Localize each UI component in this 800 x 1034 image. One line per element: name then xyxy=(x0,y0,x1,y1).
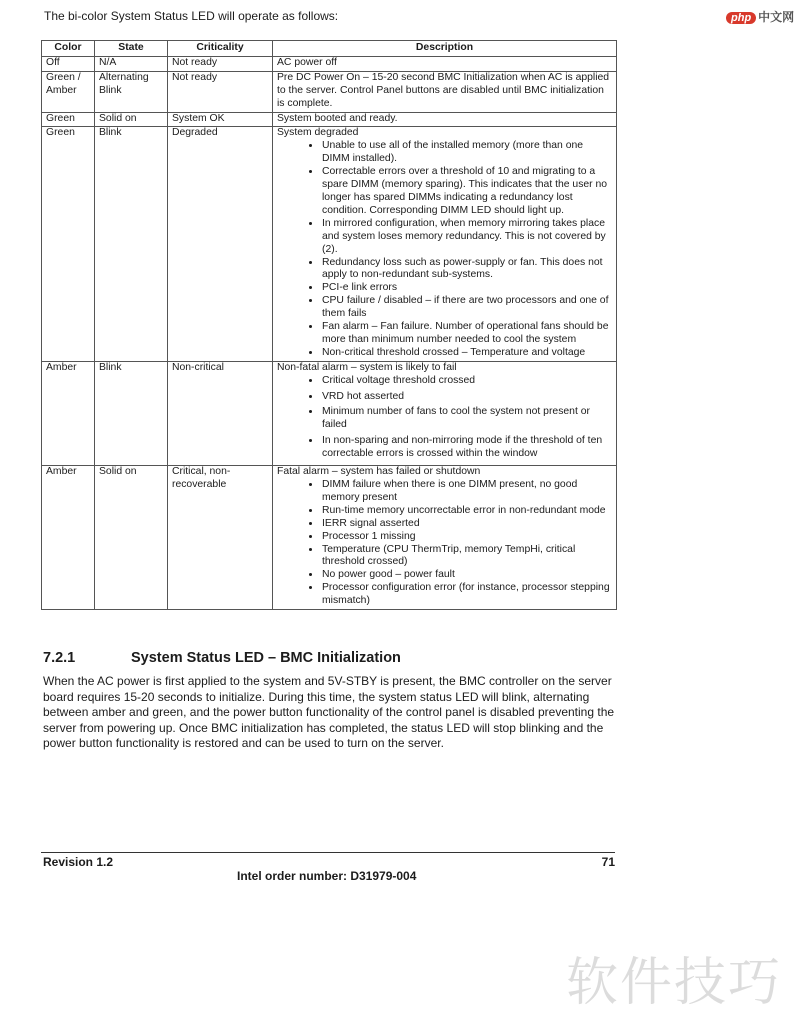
description-text: System degraded xyxy=(277,127,359,139)
cell-criticality: Critical, non-recoverable xyxy=(168,466,273,610)
cell-description xyxy=(273,112,617,127)
cell-state: Solid on xyxy=(95,466,168,610)
footer-page-number: 71 xyxy=(601,855,615,869)
list-item: • Non-critical threshold crossed – Temperature and voltage xyxy=(321,347,612,360)
watermark: 软件技巧 xyxy=(566,953,783,1013)
cell-criticality: Not ready xyxy=(168,56,273,71)
table-header-row xyxy=(42,41,617,57)
list-item: • DIMM failure when there is one DIMM present, no good memory present xyxy=(321,479,612,505)
description-text: Non-fatal alarm – system is likely to fail xyxy=(277,361,457,373)
cell-state: Solid on xyxy=(95,112,168,127)
list-item: • Processor configuration error (for instance, processor stepping mismatch) xyxy=(321,582,612,608)
list-item: • VRD hot asserted xyxy=(321,391,612,404)
header-state: State xyxy=(95,41,168,57)
table-row xyxy=(42,71,617,112)
cell-color: Amber xyxy=(42,466,95,610)
header-criticality: Criticality xyxy=(168,41,273,57)
cell-description xyxy=(273,56,617,71)
list-item: • IERR signal asserted xyxy=(321,518,612,531)
description-text: Fatal alarm – system has failed or shutdown xyxy=(277,466,481,478)
cell-description xyxy=(273,466,617,610)
description-text: System booted and ready. xyxy=(277,112,398,124)
list-item: • Temperature (CPU ThermTrip, memory TempHi, critical threshold crossed) xyxy=(321,544,612,570)
cell-description xyxy=(273,71,617,112)
list-item: • Run-time memory uncorrectable error in non-redundant mode xyxy=(321,505,612,518)
footer-divider xyxy=(41,852,615,853)
list-item: • In mirrored configuration, when memory mirroring takes place and system loses memory redundancy. This is not covered by (2). xyxy=(321,218,612,257)
cell-color: Off xyxy=(42,56,95,71)
header-description: Description xyxy=(273,41,617,57)
section-heading xyxy=(43,650,401,666)
cell-color: Green / Amber xyxy=(42,71,95,112)
list-item: • No power good – power fault xyxy=(321,569,612,582)
list-item: • Fan alarm – Fan failure. Number of operational fans should be more than minimum number needed to cool the system xyxy=(321,321,612,347)
list-item: • Processor 1 missing xyxy=(321,531,612,544)
bullet-list xyxy=(277,375,612,461)
cell-criticality: Not ready xyxy=(168,71,273,112)
site-logo-text: 中文网 xyxy=(758,10,795,24)
list-item: • Redundancy loss such as power-supply or fan. This does not apply to non-redundant sub-systems. xyxy=(321,257,612,283)
cell-state: Alternating Blink xyxy=(95,71,168,112)
header-color: Color xyxy=(42,41,95,57)
cell-description xyxy=(273,127,617,361)
cell-color: Green xyxy=(42,127,95,361)
led-status-table xyxy=(41,40,617,610)
cell-color: Green xyxy=(42,112,95,127)
cell-state: N/A xyxy=(95,56,168,71)
footer-order-number: Intel order number: D31979-004 xyxy=(237,869,417,883)
table-row xyxy=(42,112,617,127)
intro-text: The bi-color System Status LED will operate as follows: xyxy=(44,9,339,23)
cell-state: Blink xyxy=(95,127,168,361)
list-item: • Critical voltage threshold crossed xyxy=(321,375,612,388)
site-logo-badge xyxy=(726,8,794,25)
section-title: System Status LED – BMC Initialization xyxy=(131,650,401,666)
cell-description xyxy=(273,361,617,465)
table-row xyxy=(42,361,617,465)
php-logo-icon: php xyxy=(726,12,756,24)
cell-criticality: Non-critical xyxy=(168,361,273,465)
cell-criticality: Degraded xyxy=(168,127,273,361)
bullet-list xyxy=(277,479,612,608)
description-text: Pre DC Power On – 15-20 second BMC Initialization when AC is applied to the server. Control Panel buttons are disabled until BMC initialization is complete. xyxy=(277,71,610,109)
cell-criticality: System OK xyxy=(168,112,273,127)
list-item: • Correctable errors over a threshold of 10 and migrating to a spare DIMM (memory sparing). This indicates that the user no longer has spared DIMMs indicating a redundancy lost condition. Corresponding DIMM LED should light up. xyxy=(321,166,612,218)
table-row xyxy=(42,127,617,361)
list-item: • PCI-e link errors xyxy=(321,282,612,295)
footer-revision: Revision 1.2 xyxy=(43,855,114,869)
list-item: • Unable to use all of the installed memory (more than one DIMM installed). xyxy=(321,140,612,166)
cell-color: Amber xyxy=(42,361,95,465)
table-row xyxy=(42,56,617,71)
section-body: When the AC power is first applied to the system and 5V-STBY is present, the BMC controller on the server board requires 15-20 seconds to initialize. During this time, the system status LED will blink, alternating between amber and green, and the power button functionality of the control panel is disabled preventing the server from powering up. Once BMC initialization has completed, the status LED will stop blinking and the power button functionality is restored and can be used to turn on the server. xyxy=(43,674,615,750)
section-number: 7.2.1 xyxy=(43,650,76,666)
bullet-list xyxy=(277,140,612,359)
cell-state: Blink xyxy=(95,361,168,465)
list-item: • Minimum number of fans to cool the system not present or failed xyxy=(321,406,612,432)
table-row xyxy=(42,466,617,610)
list-item: • CPU failure / disabled – if there are two processors and one of them fails xyxy=(321,295,612,321)
description-text: AC power off xyxy=(277,56,337,68)
list-item: • In non-sparing and non-mirroring mode if the threshold of ten correctable errors is crossed within the window xyxy=(321,435,612,461)
